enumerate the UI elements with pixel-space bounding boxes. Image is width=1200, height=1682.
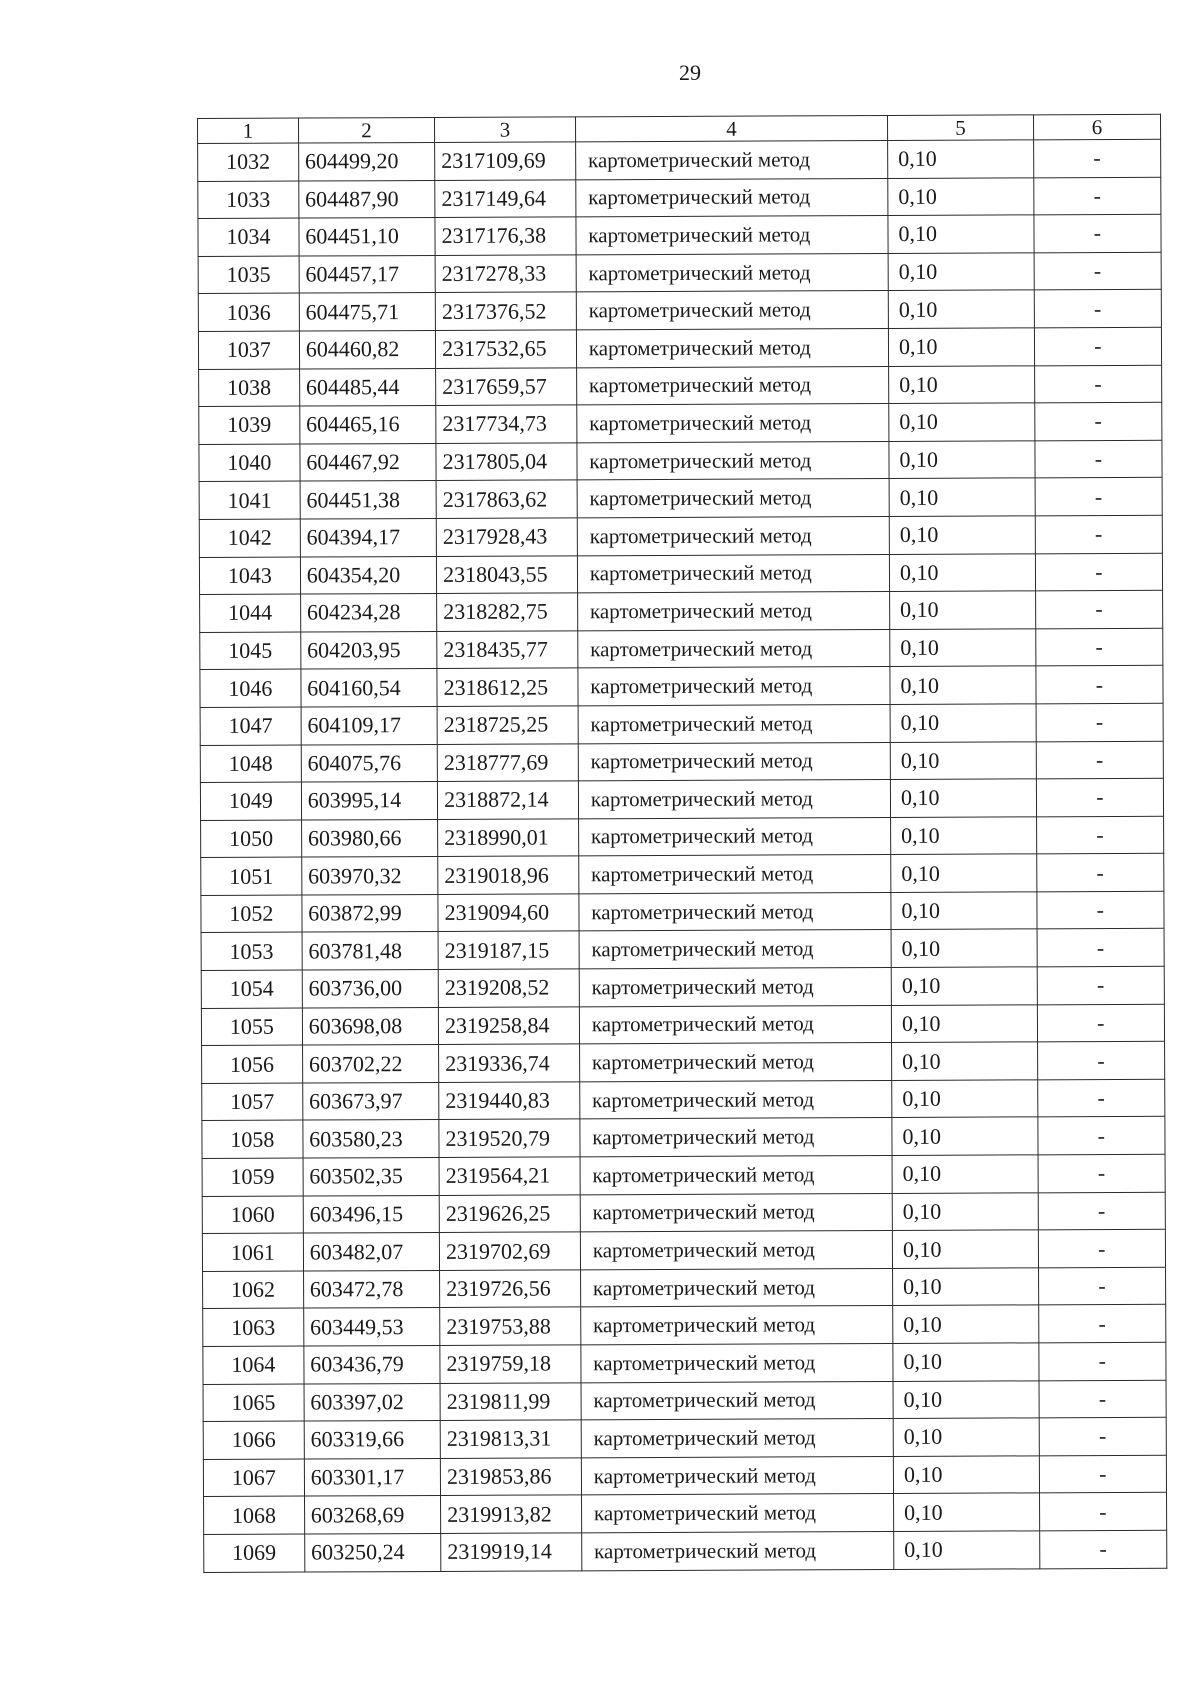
- y-coordinate-cell: 2319187,15: [438, 931, 579, 969]
- note-cell: -: [1034, 252, 1161, 290]
- note-cell: -: [1037, 1079, 1164, 1117]
- point-number-cell: 1062: [203, 1271, 304, 1309]
- x-coordinate-cell: 604451,38: [300, 481, 436, 519]
- y-coordinate-cell: 2319258,84: [438, 1006, 579, 1044]
- accuracy-cell: 0,10: [893, 1343, 1039, 1381]
- column-header-6: 6: [1033, 114, 1160, 140]
- x-coordinate-cell: 603673,97: [302, 1082, 438, 1120]
- method-cell: картометрический метод: [580, 1231, 892, 1270]
- x-coordinate-cell: 603736,00: [302, 970, 438, 1008]
- note-cell: -: [1034, 365, 1161, 403]
- x-coordinate-cell: 603250,24: [304, 1533, 440, 1571]
- accuracy-cell: 0,10: [888, 290, 1034, 328]
- table-row: [204, 1530, 1167, 1572]
- point-number-cell: 1038: [199, 369, 300, 407]
- accuracy-cell: 0,10: [888, 215, 1034, 253]
- x-coordinate-cell: 603502,35: [303, 1157, 439, 1195]
- point-number-cell: 1051: [201, 857, 302, 895]
- accuracy-cell: 0,10: [888, 140, 1034, 178]
- table-row: [198, 290, 1161, 332]
- table-row: [198, 177, 1161, 219]
- note-cell: -: [1035, 515, 1162, 553]
- y-coordinate-cell: 2317176,38: [435, 217, 576, 255]
- method-cell: картометрический метод: [577, 516, 889, 555]
- method-cell: картометрический метод: [578, 667, 890, 706]
- point-number-cell: 1050: [201, 820, 302, 858]
- table-row: [202, 1230, 1165, 1272]
- note-cell: -: [1035, 590, 1162, 628]
- note-cell: -: [1036, 703, 1163, 741]
- point-number-cell: 1053: [201, 933, 302, 971]
- point-number-cell: 1057: [202, 1083, 303, 1121]
- point-number-cell: 1059: [202, 1158, 303, 1196]
- x-coordinate-cell: 604467,92: [300, 443, 436, 481]
- method-cell: картометрический метод: [578, 780, 890, 819]
- x-coordinate-cell: 603472,78: [303, 1270, 439, 1308]
- accuracy-cell: 0,10: [889, 365, 1035, 403]
- accuracy-cell: 0,10: [891, 929, 1037, 967]
- y-coordinate-cell: 2318043,55: [436, 555, 577, 593]
- accuracy-cell: 0,10: [888, 328, 1034, 366]
- point-number-cell: 1040: [199, 444, 300, 482]
- method-cell: картометрический метод: [576, 328, 888, 367]
- accuracy-cell: 0,10: [893, 1305, 1039, 1343]
- x-coordinate-cell: 603970,32: [302, 857, 438, 895]
- note-cell: -: [1037, 1042, 1164, 1080]
- x-coordinate-cell: 603872,99: [302, 894, 438, 932]
- method-cell: картометрический метод: [576, 178, 888, 217]
- x-coordinate-cell: 604234,28: [300, 594, 436, 632]
- method-cell: картометрический метод: [581, 1456, 893, 1495]
- accuracy-cell: 0,10: [893, 1456, 1039, 1494]
- accuracy-cell: 0,10: [890, 629, 1036, 667]
- method-cell: картометрический метод: [581, 1343, 893, 1382]
- method-cell: картометрический метод: [581, 1306, 893, 1345]
- table-body: [198, 139, 1167, 1572]
- method-cell: картометрический метод: [577, 404, 889, 443]
- point-number-cell: 1041: [199, 481, 300, 519]
- point-number-cell: 1048: [200, 745, 301, 783]
- point-number-cell: 1044: [200, 594, 301, 632]
- table-row: [199, 478, 1162, 520]
- point-number-cell: 1055: [201, 1008, 302, 1046]
- accuracy-cell: 0,10: [889, 478, 1035, 516]
- note-cell: -: [1036, 854, 1163, 892]
- note-cell: -: [1033, 139, 1160, 177]
- method-cell: картометрический метод: [578, 629, 890, 668]
- x-coordinate-cell: 603482,07: [303, 1233, 439, 1271]
- accuracy-cell: 0,10: [893, 1418, 1039, 1456]
- table-row: [202, 1154, 1165, 1196]
- table-row: [201, 929, 1164, 971]
- method-cell: картометрический метод: [580, 1156, 892, 1195]
- method-cell: картометрический метод: [576, 366, 888, 405]
- note-cell: -: [1037, 966, 1164, 1004]
- y-coordinate-cell: 2319564,21: [439, 1157, 580, 1195]
- point-number-cell: 1068: [204, 1496, 305, 1534]
- point-number-cell: 1060: [202, 1196, 303, 1234]
- y-coordinate-cell: 2317805,04: [436, 443, 577, 481]
- table-row: [199, 440, 1162, 482]
- point-number-cell: 1043: [199, 557, 300, 595]
- page-number: 29: [679, 60, 701, 85]
- x-coordinate-cell: 603702,22: [302, 1045, 438, 1083]
- y-coordinate-cell: 2317532,65: [435, 330, 576, 368]
- y-coordinate-cell: 2318872,14: [437, 781, 578, 819]
- point-number-cell: 1066: [203, 1421, 304, 1459]
- note-cell: -: [1039, 1342, 1166, 1380]
- x-coordinate-cell: 604451,10: [299, 218, 435, 256]
- method-cell: картометрический метод: [577, 479, 889, 518]
- method-cell: картометрический метод: [580, 1268, 892, 1307]
- point-number-cell: 1063: [203, 1308, 304, 1346]
- accuracy-cell: 0,10: [891, 817, 1037, 855]
- y-coordinate-cell: 2319919,14: [441, 1533, 582, 1571]
- table-row: [202, 1117, 1165, 1159]
- accuracy-cell: 0,10: [888, 177, 1034, 215]
- point-number-cell: 1061: [202, 1233, 303, 1271]
- x-coordinate-cell: 604203,95: [301, 631, 437, 669]
- y-coordinate-cell: 2319626,25: [439, 1194, 580, 1232]
- x-coordinate-cell: 604457,17: [299, 255, 435, 293]
- x-coordinate-cell: 603580,23: [303, 1120, 439, 1158]
- method-cell: картометрический метод: [576, 291, 888, 330]
- note-cell: -: [1035, 478, 1162, 516]
- table-row: [203, 1380, 1166, 1422]
- x-coordinate-cell: 604394,17: [300, 518, 436, 556]
- method-cell: картометрический метод: [576, 216, 888, 255]
- note-cell: -: [1037, 891, 1164, 929]
- table-row: [200, 778, 1163, 820]
- x-coordinate-cell: 604499,20: [298, 142, 434, 180]
- point-number-cell: 1036: [198, 293, 299, 331]
- note-cell: -: [1039, 1530, 1166, 1568]
- method-cell: картометрический метод: [580, 1193, 892, 1232]
- y-coordinate-cell: 2319208,52: [438, 969, 579, 1007]
- table-row: [198, 139, 1161, 181]
- note-cell: -: [1036, 816, 1163, 854]
- x-coordinate-cell: 603449,53: [303, 1308, 439, 1346]
- y-coordinate-cell: 2319094,60: [438, 894, 579, 932]
- accuracy-cell: 0,10: [890, 666, 1036, 704]
- accuracy-cell: 0,10: [894, 1531, 1040, 1569]
- column-header-1: 1: [198, 118, 299, 143]
- x-coordinate-cell: 603781,48: [302, 932, 438, 970]
- accuracy-cell: 0,10: [892, 1230, 1038, 1268]
- coordinates-table: [197, 114, 1167, 1573]
- point-number-cell: 1065: [203, 1384, 304, 1422]
- y-coordinate-cell: 2318777,69: [437, 743, 578, 781]
- note-cell: -: [1034, 402, 1161, 440]
- y-coordinate-cell: 2319336,74: [439, 1044, 580, 1082]
- accuracy-cell: 0,10: [893, 1268, 1039, 1306]
- accuracy-cell: 0,10: [891, 892, 1037, 930]
- accuracy-cell: 0,10: [890, 741, 1036, 779]
- method-cell: картометрический метод: [581, 1494, 893, 1533]
- y-coordinate-cell: 2317659,57: [436, 367, 577, 405]
- note-cell: -: [1037, 1004, 1164, 1042]
- y-coordinate-cell: 2317109,69: [435, 142, 576, 180]
- note-cell: -: [1035, 628, 1162, 666]
- accuracy-cell: 0,10: [892, 1155, 1038, 1193]
- point-number-cell: 1045: [200, 632, 301, 670]
- method-cell: картометрический метод: [578, 742, 890, 781]
- point-number-cell: 1069: [204, 1534, 305, 1572]
- y-coordinate-cell: 2317149,64: [435, 179, 576, 217]
- accuracy-cell: 0,10: [892, 1192, 1038, 1230]
- y-coordinate-cell: 2317928,43: [436, 518, 577, 556]
- note-cell: -: [1034, 214, 1161, 252]
- table-row: [201, 1004, 1164, 1046]
- accuracy-cell: 0,10: [890, 591, 1036, 629]
- y-coordinate-cell: 2318990,01: [438, 819, 579, 857]
- table-row: [200, 741, 1163, 783]
- method-cell: картометрический метод: [578, 817, 890, 856]
- y-coordinate-cell: 2318725,25: [437, 706, 578, 744]
- note-cell: -: [1036, 741, 1163, 779]
- table-row: [198, 327, 1161, 369]
- x-coordinate-cell: 603496,15: [303, 1195, 439, 1233]
- x-coordinate-cell: 603268,69: [304, 1496, 440, 1534]
- y-coordinate-cell: 2319440,83: [439, 1082, 580, 1120]
- method-cell: картометрический метод: [577, 592, 889, 631]
- method-cell: картометрический метод: [580, 1080, 892, 1119]
- x-coordinate-cell: 603995,14: [301, 782, 437, 820]
- note-cell: -: [1039, 1455, 1166, 1493]
- method-cell: картометрический метод: [577, 554, 889, 593]
- x-coordinate-cell: 604109,17: [301, 706, 437, 744]
- note-cell: -: [1039, 1380, 1166, 1418]
- accuracy-cell: 0,10: [892, 1042, 1038, 1080]
- accuracy-cell: 0,10: [891, 1004, 1037, 1042]
- method-cell: картометрический метод: [579, 892, 891, 931]
- point-number-cell: 1032: [198, 143, 299, 181]
- x-coordinate-cell: 604475,71: [299, 293, 435, 331]
- y-coordinate-cell: 2319018,96: [438, 856, 579, 894]
- accuracy-cell: 0,10: [889, 553, 1035, 591]
- x-coordinate-cell: 604465,16: [300, 406, 436, 444]
- point-number-cell: 1054: [201, 970, 302, 1008]
- note-cell: -: [1034, 290, 1161, 328]
- accuracy-cell: 0,10: [889, 441, 1035, 479]
- x-coordinate-cell: 603436,79: [304, 1345, 440, 1383]
- note-cell: -: [1038, 1192, 1165, 1230]
- x-coordinate-cell: 604460,82: [299, 330, 435, 368]
- table-row: [202, 1042, 1165, 1084]
- x-coordinate-cell: 603319,66: [304, 1421, 440, 1459]
- y-coordinate-cell: 2317376,52: [435, 292, 576, 330]
- point-number-cell: 1035: [198, 256, 299, 294]
- method-cell: картометрический метод: [580, 1118, 892, 1157]
- accuracy-cell: 0,10: [891, 854, 1037, 892]
- method-cell: картометрический метод: [579, 855, 891, 894]
- accuracy-cell: 0,10: [891, 967, 1037, 1005]
- method-cell: картометрический метод: [576, 253, 888, 292]
- method-cell: картометрический метод: [581, 1381, 893, 1420]
- column-header-3: 3: [435, 117, 576, 143]
- accuracy-cell: 0,10: [893, 1380, 1039, 1418]
- table-row: [201, 854, 1164, 896]
- y-coordinate-cell: 2317863,62: [436, 480, 577, 518]
- point-number-cell: 1047: [200, 707, 301, 745]
- table-row: [204, 1493, 1167, 1535]
- accuracy-cell: 0,10: [892, 1117, 1038, 1155]
- table-row: [203, 1342, 1166, 1384]
- table-row: [202, 1192, 1165, 1234]
- y-coordinate-cell: 2318435,77: [437, 631, 578, 669]
- method-cell: картометрический метод: [579, 968, 891, 1007]
- accuracy-cell: 0,10: [889, 403, 1035, 441]
- accuracy-cell: 0,10: [892, 1080, 1038, 1118]
- point-number-cell: 1064: [203, 1346, 304, 1384]
- table-row: [200, 590, 1163, 632]
- point-number-cell: 1034: [198, 218, 299, 256]
- y-coordinate-cell: 2319702,69: [439, 1232, 580, 1270]
- note-cell: -: [1038, 1230, 1165, 1268]
- table-row: [202, 1079, 1165, 1121]
- note-cell: -: [1039, 1493, 1166, 1531]
- y-coordinate-cell: 2319811,99: [440, 1382, 581, 1420]
- table-row: [203, 1455, 1166, 1497]
- table-row: [199, 553, 1162, 595]
- table-row: [200, 666, 1163, 708]
- y-coordinate-cell: 2317278,33: [435, 255, 576, 293]
- method-cell: картометрический метод: [575, 140, 887, 179]
- note-cell: -: [1038, 1305, 1165, 1343]
- note-cell: -: [1036, 778, 1163, 816]
- note-cell: -: [1036, 666, 1163, 704]
- y-coordinate-cell: 2318282,75: [437, 593, 578, 631]
- note-cell: -: [1035, 440, 1162, 478]
- table-row: [201, 816, 1164, 858]
- x-coordinate-cell: 603301,17: [304, 1458, 440, 1496]
- x-coordinate-cell: 603698,08: [302, 1007, 438, 1045]
- column-header-2: 2: [298, 117, 434, 143]
- point-number-cell: 1067: [203, 1459, 304, 1497]
- table-row: [200, 703, 1163, 745]
- x-coordinate-cell: 604487,90: [299, 180, 435, 218]
- point-number-cell: 1049: [200, 782, 301, 820]
- table-row: [198, 252, 1161, 294]
- point-number-cell: 1046: [200, 669, 301, 707]
- y-coordinate-cell: 2318612,25: [437, 668, 578, 706]
- accuracy-cell: 0,10: [890, 779, 1036, 817]
- x-coordinate-cell: 604160,54: [301, 669, 437, 707]
- point-number-cell: 1052: [201, 895, 302, 933]
- table-row: [201, 966, 1164, 1008]
- table-row: [201, 891, 1164, 933]
- note-cell: -: [1038, 1154, 1165, 1192]
- method-cell: картометрический метод: [582, 1531, 894, 1570]
- column-header-5: 5: [887, 115, 1033, 141]
- method-cell: картометрический метод: [578, 704, 890, 743]
- y-coordinate-cell: 2319759,18: [440, 1345, 581, 1383]
- point-number-cell: 1056: [202, 1045, 303, 1083]
- accuracy-cell: 0,10: [888, 253, 1034, 291]
- x-coordinate-cell: 603980,66: [301, 819, 437, 857]
- x-coordinate-cell: 604075,76: [301, 744, 437, 782]
- y-coordinate-cell: 2319753,88: [440, 1307, 581, 1345]
- table-row: [198, 214, 1161, 256]
- table-row: [199, 515, 1162, 557]
- method-cell: картометрический метод: [579, 930, 891, 969]
- table-row: [203, 1267, 1166, 1309]
- point-number-cell: 1042: [199, 519, 300, 557]
- point-number-cell: 1033: [198, 181, 299, 219]
- method-cell: картометрический метод: [581, 1419, 893, 1458]
- accuracy-cell: 0,10: [890, 704, 1036, 742]
- y-coordinate-cell: 2319853,86: [440, 1458, 581, 1496]
- method-cell: картометрический метод: [577, 441, 889, 480]
- table-row: [199, 402, 1162, 444]
- y-coordinate-cell: 2319726,56: [440, 1270, 581, 1308]
- point-number-cell: 1039: [199, 406, 300, 444]
- y-coordinate-cell: 2317734,73: [436, 405, 577, 443]
- y-coordinate-cell: 2319913,82: [441, 1495, 582, 1533]
- table-row: [199, 365, 1162, 407]
- x-coordinate-cell: 604485,44: [299, 368, 435, 406]
- note-cell: -: [1037, 929, 1164, 967]
- y-coordinate-cell: 2319520,79: [439, 1119, 580, 1157]
- method-cell: картометрический метод: [579, 1043, 891, 1082]
- point-number-cell: 1037: [198, 331, 299, 369]
- table-row: [203, 1305, 1166, 1347]
- x-coordinate-cell: 604354,20: [300, 556, 436, 594]
- note-cell: -: [1038, 1117, 1165, 1155]
- table-row: [203, 1417, 1166, 1459]
- note-cell: -: [1038, 1267, 1165, 1305]
- column-header-4: 4: [575, 115, 887, 141]
- point-number-cell: 1058: [202, 1120, 303, 1158]
- table-row: [200, 628, 1163, 670]
- note-cell: -: [1033, 177, 1160, 215]
- note-cell: -: [1035, 553, 1162, 591]
- note-cell: -: [1039, 1417, 1166, 1455]
- note-cell: -: [1034, 327, 1161, 365]
- method-cell: картометрический метод: [579, 1005, 891, 1044]
- y-coordinate-cell: 2319813,31: [440, 1420, 581, 1458]
- accuracy-cell: 0,10: [894, 1493, 1040, 1531]
- accuracy-cell: 0,10: [889, 516, 1035, 554]
- x-coordinate-cell: 603397,02: [304, 1383, 440, 1421]
